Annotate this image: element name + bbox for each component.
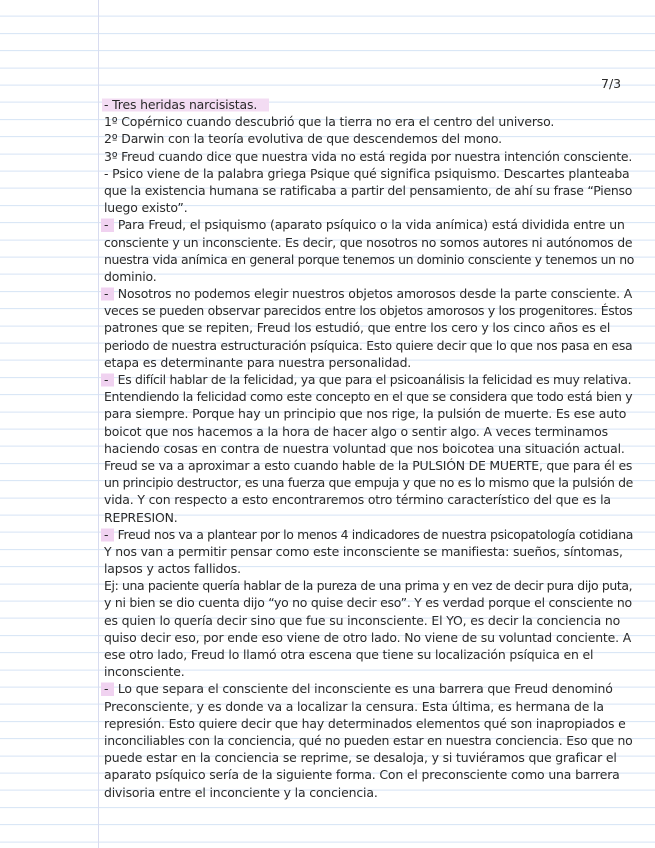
- note-line: ese otro lado, Freud lo llamó otra escena que tiene su localización psíquica en el: [104, 647, 594, 662]
- note-line: etapa es determinante para nuestra personalidad.: [104, 354, 412, 370]
- note-line: - Lo que separa el consciente del inconsciente es una barrera que Freud denominó: [104, 680, 626, 697]
- note-line: - Freud nos va a plantear por lo menos 4 indicadores de nuestra psicopatología cotidiana: [104, 526, 626, 543]
- note-line: Entendiendo la felicidad como este concepto en el que se considera que todo está bien y: [104, 389, 633, 405]
- note-line: patrones que se repiten, Freud los estudió, que entre los cero y los cinco años es el: [104, 320, 611, 336]
- note-line: - Para Freud, el psiquismo (aparato psíquico o la vida anímica) está dividida entre un: [104, 216, 626, 233]
- note-line: periodo de nuestra estructuración psíquica. Esto quiere decir que lo que nos pasa en esa: [104, 337, 633, 353]
- note-line: REPRESION.: [104, 509, 178, 525]
- highlight-marker: -: [101, 371, 114, 388]
- note-line: - Es difícil hablar de la felicidad, ya que para el psicoanálisis la felicidad es muy relativa.: [104, 371, 626, 388]
- note-line: lapsos y actos fallidos.: [104, 561, 241, 577]
- note-line: vida. Y con respecto a esto encontraremos otro término característico del que es la: [104, 492, 611, 508]
- note-line: es quien lo quería decir sino que fue su inconsciente. El YO, es decir la conciencia no: [104, 612, 621, 628]
- note-line: inconciliables con la conciencia, qué no pueden estar en nuestra conciencia. Eso que no: [104, 732, 633, 748]
- note-line: - Nosotros no podemos elegir nuestros objetos amorosos desde la parte consciente. A: [104, 285, 626, 302]
- note-line: para siempre. Porque hay un principio que nos rige, la pulsión de muerte. Es ese auto: [104, 406, 627, 422]
- note-line: inconsciente.: [104, 664, 185, 680]
- note-line: veces se pueden observar parecidos entre los objetos amorosos y los progenitores. Éstos: [104, 303, 633, 319]
- note-line: Freud se va a aproximar a esto cuando hable de la PULSIÓN DE MUERTE, que para él es: [104, 457, 633, 473]
- note-line: y ni bien se dio cuenta dijo “yo no quise decir eso”. Y es verdad porque el consciente no: [104, 595, 632, 611]
- page-number: 7/3: [601, 76, 622, 91]
- note-line: 1º Copérnico cuando descubrió que la tierra no era el centro del universo.: [104, 114, 555, 130]
- note-line: dominio.: [104, 268, 157, 284]
- note-line: luego existo”.: [104, 200, 188, 216]
- highlight-marker: -: [101, 285, 114, 302]
- note-line: [104, 96, 626, 113]
- note-line: puede estar en la conciencia se reprime, se desaloja, y si tuviéramos que graficar el: [104, 750, 617, 766]
- highlight-marker: -: [101, 216, 114, 233]
- note-line: aparato psíquico sería de la siguiente forma. Con el preconsciente como una barrera: [104, 767, 620, 783]
- note-line: Preconsciente, y es donde va a localizar la censura. Esta última, es hermana de la: [104, 698, 604, 714]
- note-line: Y nos van a permitir pensar como este inconsciente se manifiesta: sueños, síntomas,: [104, 543, 623, 559]
- note-line: haciendo cosas en contra de nuestra voluntad que nos boicotea una situación actual.: [104, 440, 625, 456]
- highlight-marker: -: [101, 680, 114, 697]
- note-line: consciente y un inconsciente. Es decir, que nosotros no somos autores ni autónomos de: [104, 234, 633, 250]
- highlight-marker: -: [101, 526, 114, 543]
- note-line: divisoria entre el inconciente y la conciencia.: [104, 784, 378, 800]
- note-line: que la existencia humana se ratificaba a partir del pensamiento, de ahí su frase “Pienso: [104, 182, 633, 198]
- note-line: - Psico viene de la palabra griega Psique qué significa psiquismo. Descartes planteaba: [104, 165, 630, 181]
- note-line: represión. Esto quiere decir que hay determinados elementos qué son inapropiados e: [104, 715, 626, 731]
- note-line: un principio destructor, es una fuerza que empuja y que no es lo mismo que la pulsión de: [104, 475, 633, 491]
- note-line: nuestra vida anímica en general porque tenemos un dominio consciente y tenemos un no: [104, 251, 634, 267]
- note-line: quiso decir eso, por ende eso viene de otro lado. No viene de su voluntad conciente. A: [104, 629, 632, 645]
- note-line: 2º Darwin con la teoría evolutiva de que descendemos del mono.: [104, 131, 502, 147]
- note-line: boicot que nos hacemos a la hora de hacer algo o sentir algo. A veces terminamos: [104, 423, 608, 439]
- highlight-marker: - Tres heridas narcisistas.: [102, 96, 269, 113]
- note-line: Ej: una paciente quería hablar de la pureza de una prima y en vez de decir pura dijo puta,: [104, 578, 633, 594]
- note-body: [104, 96, 634, 801]
- note-line: 3º Freud cuando dice que nuestra vida no está regida por nuestra intención consciente.: [104, 148, 633, 164]
